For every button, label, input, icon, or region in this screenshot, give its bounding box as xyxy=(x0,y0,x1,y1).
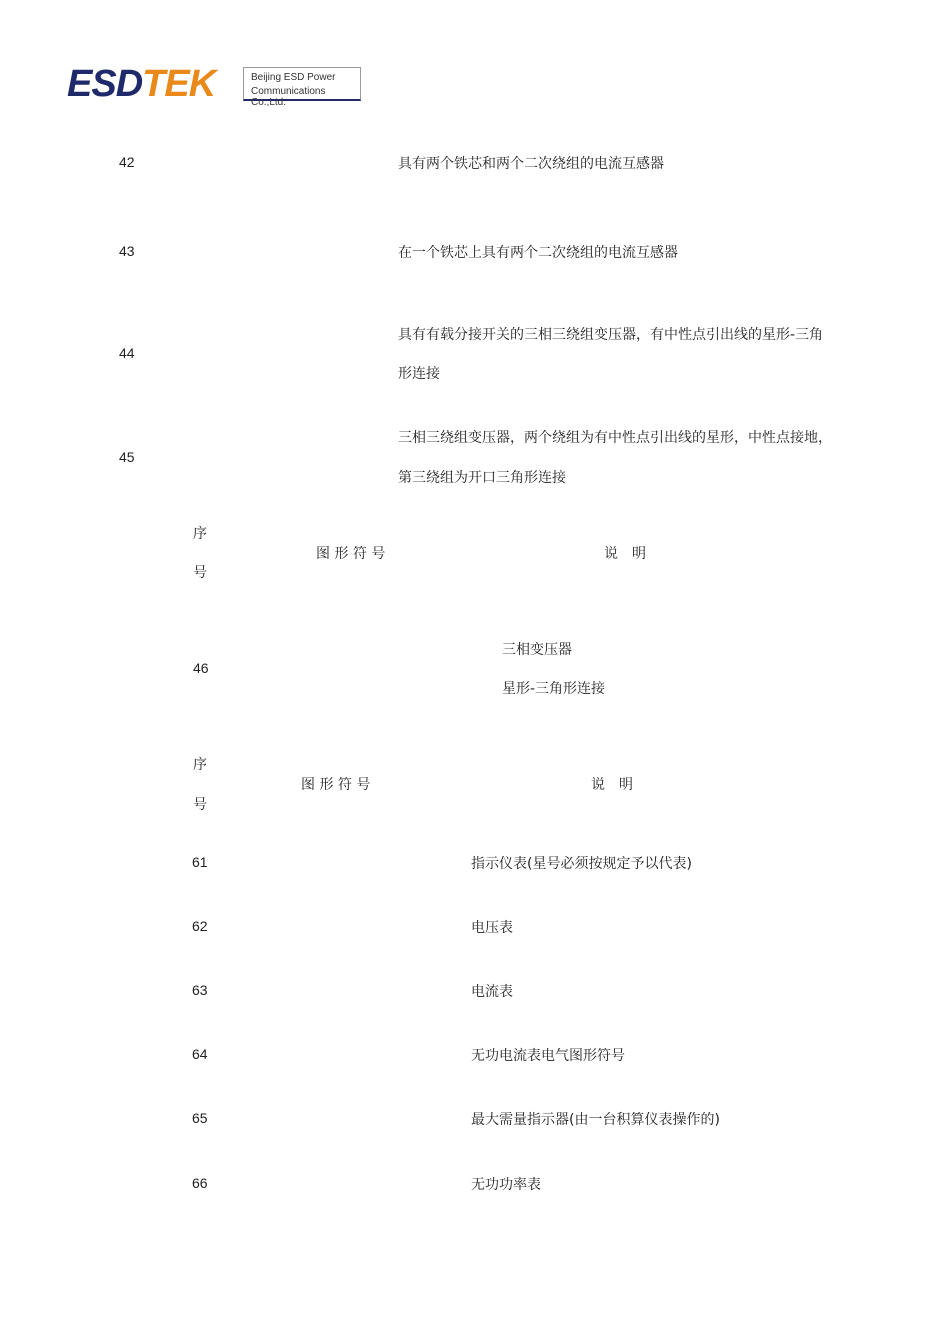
row-number-63: 63 xyxy=(192,982,208,998)
column-header-description-2: 说 明 xyxy=(591,777,633,793)
logo-wordmark: ESDTEK xyxy=(67,63,216,105)
row-number-46: 46 xyxy=(193,660,209,676)
company-logo xyxy=(67,63,361,108)
row-description-42: 具有两个铁芯和两个二次绕组的电流互感器 xyxy=(398,156,664,172)
row-number-62: 62 xyxy=(192,918,208,934)
row-number-45: 45 xyxy=(119,449,135,465)
row-number-42: 42 xyxy=(119,154,135,170)
row-number-66: 66 xyxy=(192,1175,208,1191)
row-number-64: 64 xyxy=(192,1046,208,1062)
column-header-description: 说 明 xyxy=(604,546,646,562)
row-number-44: 44 xyxy=(119,345,135,361)
row-description-43: 在一个铁芯上具有两个二次绕组的电流互感器 xyxy=(398,245,678,261)
row-description-63: 电流表 xyxy=(471,984,513,1000)
logo-company-line2: Communications Co.,Ltd. xyxy=(251,86,326,108)
column-header-seq-bottom: 号 xyxy=(193,565,207,581)
row-description-44-line2: 形连接 xyxy=(398,366,440,382)
row-description-61: 指示仪表(星号必须按规定予以代表) xyxy=(471,856,692,872)
row-description-66: 无功功率表 xyxy=(471,1177,541,1193)
row-description-65: 最大需量指示器(由一台积算仪表操作的) xyxy=(471,1112,720,1128)
column-header-symbol: 图 形 符 号 xyxy=(316,546,386,562)
column-header-seq-top: 序 xyxy=(193,526,207,542)
row-number-61: 61 xyxy=(192,854,208,870)
row-number-43: 43 xyxy=(119,243,135,259)
row-description-46-line2: 星形-三角形连接 xyxy=(502,681,606,697)
row-description-46-line1: 三相变压器 xyxy=(502,642,572,658)
column-header-seq-top-2: 序 xyxy=(193,757,207,773)
logo-company-line1: Beijing ESD Power xyxy=(251,72,336,83)
column-header-seq-bottom-2: 号 xyxy=(193,797,207,813)
row-description-45-line2: 第三绕组为开口三角形连接 xyxy=(398,470,566,486)
row-description-64: 无功电流表电气图形符号 xyxy=(471,1048,625,1064)
row-description-62: 电压表 xyxy=(471,920,513,936)
row-number-65: 65 xyxy=(192,1110,208,1126)
column-header-symbol-2: 图 形 符 号 xyxy=(301,777,371,793)
row-description-44-line1: 具有有载分接开关的三相三绕组变压器，有中性点引出线的星形-三角 xyxy=(398,327,824,343)
row-description-45-line1: 三相三绕组变压器，两个绕组为有中性点引出线的星形，中性点接地， xyxy=(398,430,832,446)
